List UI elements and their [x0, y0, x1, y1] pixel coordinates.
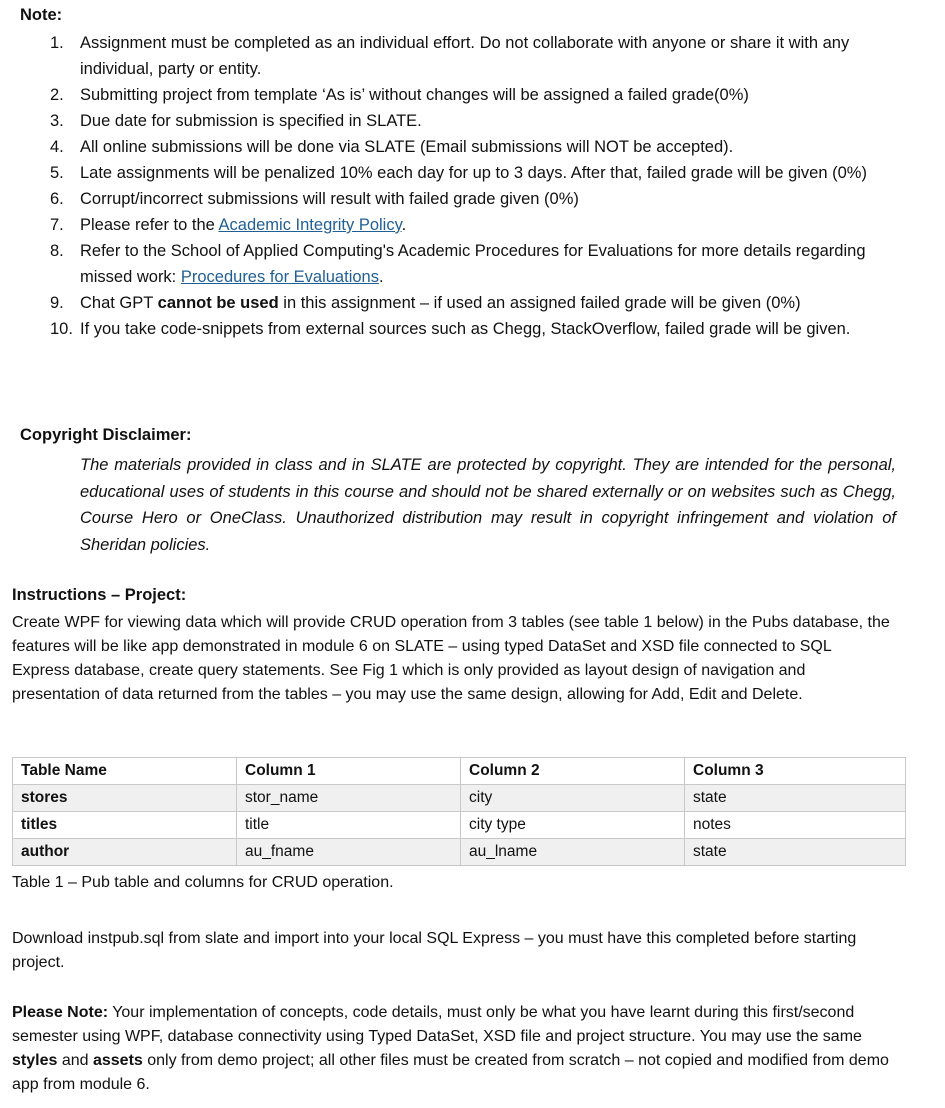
copyright-heading: Copyright Disclaimer:	[20, 426, 192, 444]
note-item-9	[0, 290, 945, 316]
note-item-2	[0, 82, 945, 108]
list-number: 10.	[50, 320, 73, 338]
procedures-for-evaluations-link[interactable]: Procedures for Evaluations	[180, 268, 379, 286]
table-cell: city	[461, 785, 685, 812]
table-header-row	[13, 758, 906, 785]
table-cell: au_lname	[461, 839, 685, 866]
table-cell: stor_name	[237, 785, 461, 812]
table-header-cell: Column 1	[237, 758, 461, 785]
list-number: 8.	[50, 242, 64, 260]
note-list	[0, 30, 945, 342]
note-text: Late assignments will be penalized 10% each day for up to 3 days. After that, failed grade will be given (0%)	[80, 164, 867, 182]
please-note-label: Please Note:	[12, 1004, 109, 1021]
please-note-text: and	[57, 1052, 93, 1069]
note-item-3	[0, 108, 945, 134]
table-cell: titles	[13, 812, 237, 839]
instructions-body: Create WPF for viewing data which will provide CRUD operation from 3 tables (see table 1 below) in the Pubs database, the features will be like app demonstrated in module 6 on SLATE – using typed DataSet and XSD file connected to SQL Express database, create query statements. See Fig 1 which is only provided as layout design of navigation and presentation of data returned from the tables – you may use the same design, allowing for Add, Edit and Delete.	[12, 614, 890, 703]
note-text: Refer to the School of Applied Computing's Academic Procedures for Evaluations for more details regarding missed work:	[80, 242, 866, 286]
table-header-cell: Column 3	[685, 758, 906, 785]
note-text-end: in this assignment – if used an assigned failed grade will be given (0%)	[278, 294, 801, 312]
table-header-cell: Table Name	[13, 758, 237, 785]
list-number: 5.	[50, 164, 64, 182]
table-cell: stores	[13, 785, 237, 812]
list-number: 7.	[50, 216, 64, 234]
list-number: 9.	[50, 294, 64, 312]
note-text: Due date for submission is specified in SLATE.	[80, 112, 422, 130]
table-header-cell: Column 2	[461, 758, 685, 785]
note-item-7	[0, 212, 945, 238]
instructions-heading: Instructions – Project:	[12, 586, 187, 604]
note-item-6	[0, 186, 945, 212]
academic-integrity-policy-link[interactable]: Academic Integrity Policy	[218, 216, 402, 234]
please-note-text: Your implementation of concepts, code details, must only be what you have learnt during this first/second semester using WPF, database connectivity using Typed DataSet, XSD file and project structure. You may use the same	[12, 1004, 862, 1045]
note-text: Chat GPT	[80, 294, 158, 312]
pub-columns-table	[12, 757, 906, 866]
table-row	[13, 839, 906, 866]
table-row	[13, 812, 906, 839]
table-caption: Table 1 – Pub table and columns for CRUD operation.	[12, 874, 394, 891]
please-note-text: only from demo project; all other files must be created from scratch – not copied and modified from demo app from module 6.	[12, 1052, 889, 1093]
note-item-4	[0, 134, 945, 160]
list-number: 4.	[50, 138, 64, 156]
list-number: 6.	[50, 190, 64, 208]
please-note-paragraph	[12, 1001, 892, 1097]
bold-styles: styles	[12, 1052, 58, 1069]
table-cell: city type	[461, 812, 685, 839]
table-row	[13, 785, 906, 812]
note-item-1	[0, 30, 945, 82]
table-cell: title	[237, 812, 461, 839]
note-text: If you take code-snippets from external sources such as Chegg, StackOverflow, failed grade will be given.	[80, 320, 851, 338]
note-text: All online submissions will be done via SLATE (Email submissions will NOT be accepted).	[80, 138, 734, 156]
table-cell: author	[13, 839, 237, 866]
note-text-end: .	[401, 216, 407, 234]
note-text-end: .	[378, 268, 384, 286]
table-cell: state	[685, 839, 906, 866]
note-text: Please refer to the	[80, 216, 219, 234]
note-item-5	[0, 160, 945, 186]
note-item-8	[0, 238, 945, 290]
list-number: 1.	[50, 34, 64, 52]
note-text: Assignment must be completed as an individual effort. Do not collaborate with anyone or share it with any individual, party or entity.	[80, 34, 850, 78]
download-paragraph: Download instpub.sql from slate and import into your local SQL Express – you must have this completed before starting project.	[12, 930, 857, 971]
copyright-body: The materials provided in class and in SLATE are protected by copyright. They are intended for the personal, educational uses of students in this course and should not be shared externally or on websites such as Chegg, Course Hero or OneClass. Unauthorized distribution may result in copyright infringement and violation of Sheridan policies.	[80, 456, 896, 554]
list-number: 3.	[50, 112, 64, 130]
note-heading: Note:	[20, 6, 63, 24]
list-number: 2.	[50, 86, 64, 104]
note-text: Corrupt/incorrect submissions will result with failed grade given (0%)	[80, 190, 579, 208]
note-bold-text: cannot be used	[157, 294, 279, 312]
note-item-10	[0, 316, 945, 342]
table-cell: state	[685, 785, 906, 812]
note-text: Submitting project from template ‘As is’ without changes will be assigned a failed grade(0%)	[80, 86, 749, 104]
table-cell: au_fname	[237, 839, 461, 866]
table-cell: notes	[685, 812, 906, 839]
bold-assets: assets	[92, 1052, 143, 1069]
